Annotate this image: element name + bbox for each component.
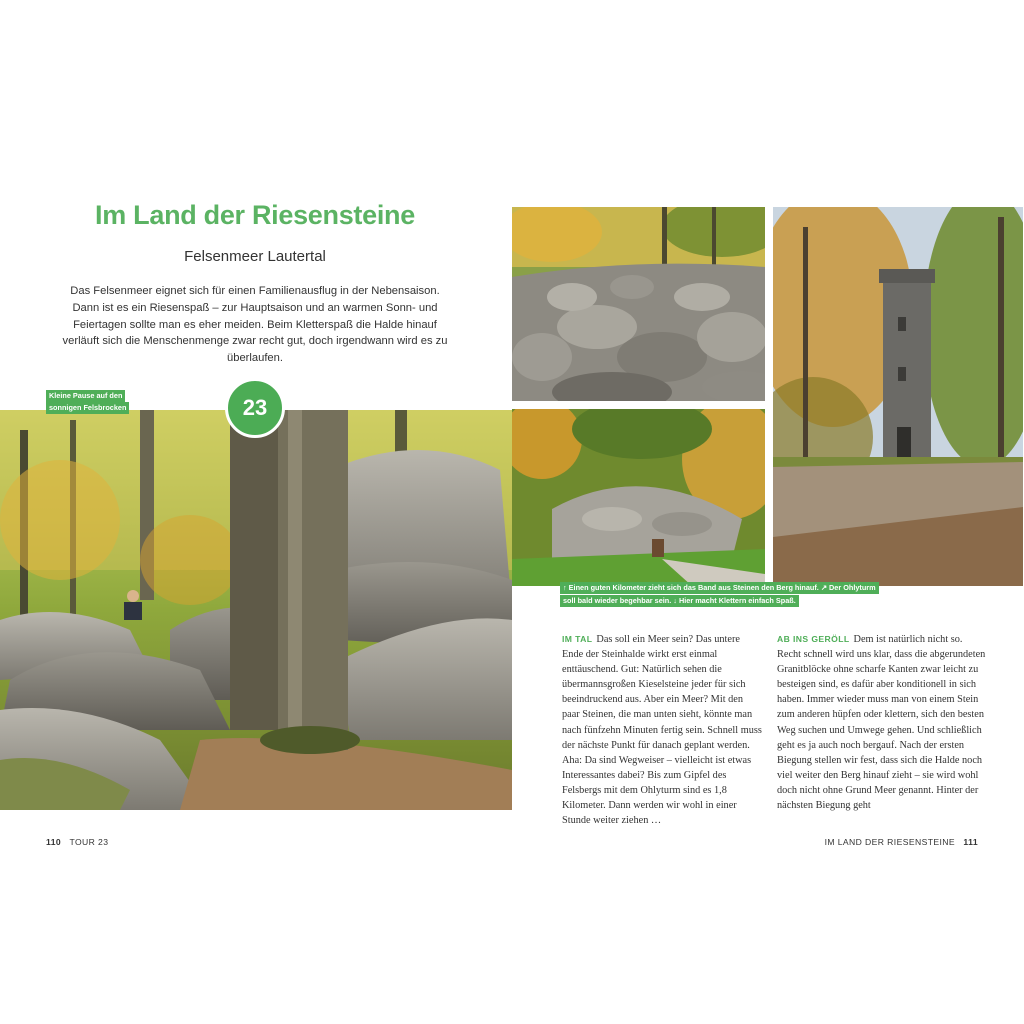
text-column-right	[777, 632, 987, 813]
page-title: Im Land der Riesensteine	[95, 200, 415, 230]
photo-caption-line: sonnigen Felsbrocken	[46, 402, 129, 414]
photo-caption-line: soll bald wieder begehbar sein. ↓ Hier macht Klettern einfach Spaß.	[560, 595, 799, 607]
rockfield-photo	[512, 207, 765, 401]
intro-paragraph: Das Felsenmeer eignet sich für einen Familienausflug in der Nebensaison. Dann ist es ein Riesenspaß – zur Hauptsaison und an warmen Sonn- und Feiertagen sollte man es eher meiden. Beim Kletterspaß die Halde hinauf verläuft sich die Menschenmenge zwar recht gut, doch irgendwann wird es zu überlaufen.	[62, 285, 448, 365]
page-number: 111	[963, 837, 978, 847]
page-subtitle: Felsenmeer Lautertal	[184, 248, 326, 265]
footer-label: TOUR 23	[69, 837, 109, 847]
section-text: Dem ist natürlich nicht so. Recht schnell wird uns klar, dass die abgerundeten Granitblöcke ohne scharfe Kanten zwar leicht zu besteigen sind, es dafür aber konditionell in sich haben. Immer wieder muss man von einem Stein zum anderen hüpfen oder klettern, sich den besten Weg suchen und Umwege gehen. Und schließlich geht es ja auch noch bergauf. Nach der ersten Biegung stellen wir fest, dass sich die Halde noch viel weiter den Berg hinauf zieht – sie wird wohl doch nicht ohne Grund Meer genannt. Hinter der nächsten Biegung geht	[777, 634, 986, 812]
valley-photo	[512, 409, 765, 586]
section-lead: IM TAL	[562, 634, 593, 644]
tower-photo	[773, 207, 1023, 586]
tour-number-badge: 23	[225, 378, 285, 438]
text-column-left	[562, 632, 762, 828]
section-lead: AB INS GERÖLL	[777, 634, 850, 644]
footer-label: IM LAND DER RIESENSTEINE	[824, 837, 956, 847]
photo-caption-line: Kleine Pause auf den	[46, 390, 125, 402]
footer-left	[46, 837, 108, 847]
photo-caption-line: ↑ Einen guten Kilometer zieht sich das Band aus Steinen den Berg hinauf. ↗ Der Ohlyturm	[560, 582, 879, 594]
page-number: 110	[46, 837, 62, 847]
boulders-photo	[0, 410, 512, 810]
footer-right	[825, 837, 978, 847]
section-text: Das soll ein Meer sein? Das untere Ende der Steinhalde wirkt erst einmal enttäuschend. Gut: Natürlich sehen die übermannsgroßen Kieselsteine jeder für sich beeindruckend aus. Aber ein Meer? Mit den paar Steinen, die man unten sieht, könnte man nach fünfzehn Minuten fertig sein. Schnell muss der nächste Punkt für danach geplant werden. Aha: Da sind Wegweiser – vielleicht ist etwas Interessantes dabei? Bis zum Gipfel des Felsbergs mit dem Ohlyturm sind es 1,8 Kilometer. Dann werden wir wohl in einer Stunde weiter ziehen …	[562, 634, 762, 827]
